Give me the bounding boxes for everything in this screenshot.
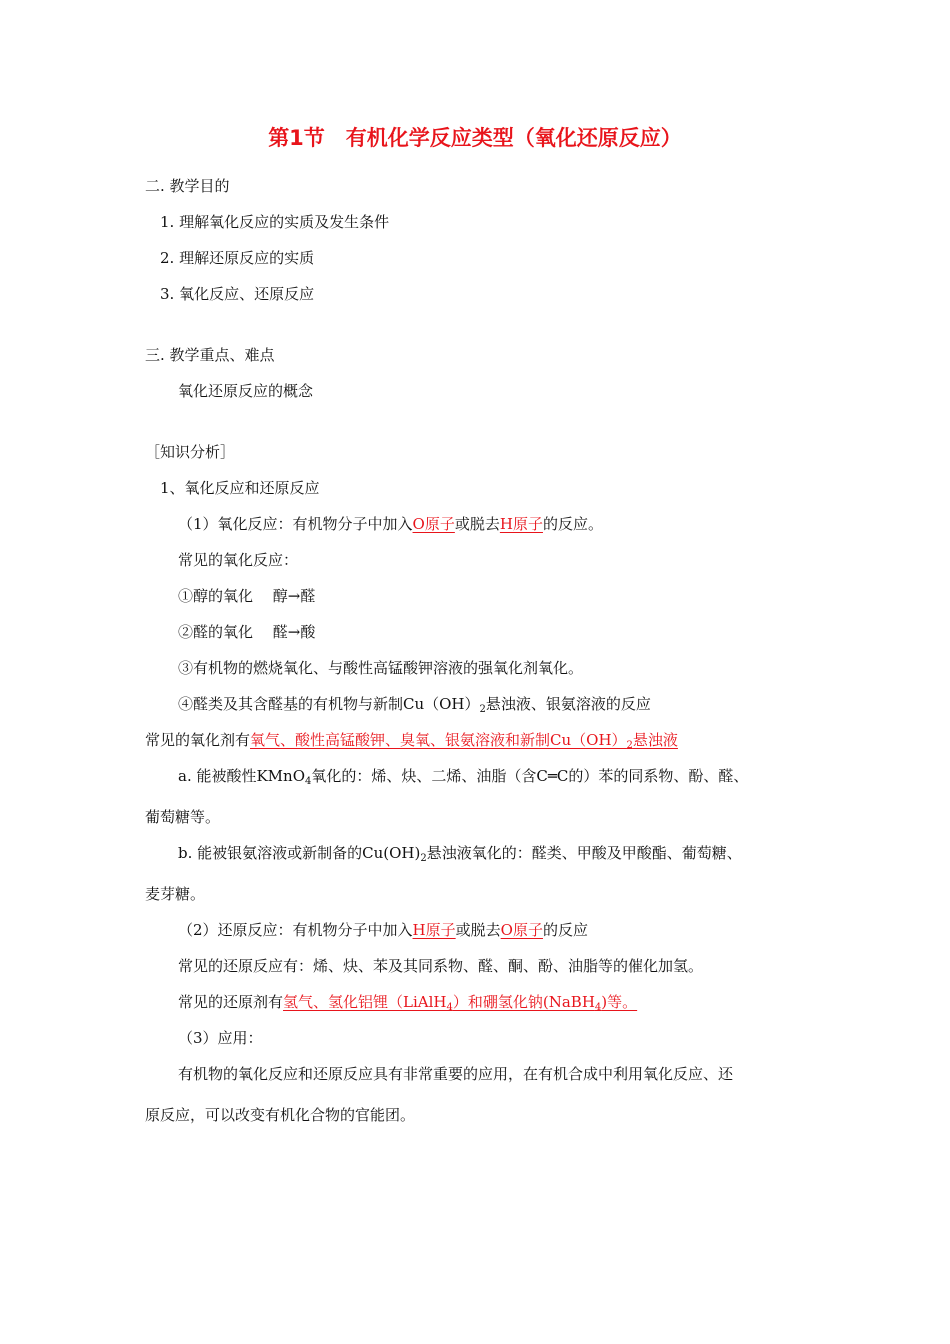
kmno4-text: a. 能被酸性KMnO [178,767,306,785]
analysis-heading: ［知识分析］ [145,443,236,461]
silver-ammonia-oxidizable [178,843,742,869]
silver-ammonia-text: b. 能被银氨溶液或新制备的Cu(OH) [178,844,421,862]
keyword-o-atom: O原子 [412,515,455,533]
page-title: 第1节 有机化学反应类型（氧化还原反应） [268,126,682,150]
subheading-redox: 1、氧化反应和还原反应 [160,479,320,497]
oxidation-item-4 [178,694,651,720]
common-oxidants [145,730,678,756]
common-oxidants-label: 常见的氧化剂有 [145,731,251,749]
reduction-definition-text: （2）还原反应：有机物分子中加入 [178,921,413,939]
application-heading: （3）应用： [178,1029,263,1047]
application-text-2: 原反应，可以改变有机化合物的官能团。 [145,1106,416,1124]
silver-ammonia-oxidizable-cont: 麦芽糖。 [145,885,206,903]
silver-ammonia-text-end: 悬浊液氧化的：醛类、甲酸及甲酸酯、葡萄糖、 [426,844,742,862]
oxidation-item-2: ②醛的氧化 醛→酸 [178,623,316,641]
subscript: 2 [479,704,486,715]
keyword-h-atom: H原子 [499,515,543,533]
keyword-o-atom: O原子 [500,921,543,939]
reductants-list [283,993,637,1011]
subscript: 4 [446,1002,453,1013]
kmno4-oxidizable-cont: 葡萄糖等。 [145,808,221,826]
oxidation-definition-end: 的反应。 [542,515,603,533]
kmno4-text-end: 氧化的：烯、炔、二烯、油脂（含C═C的）苯的同系物、酚、醛、 [311,767,749,785]
oxidation-item-4-end: 悬浊液、银氨溶液的反应 [485,695,651,713]
objective-item-3: 3. 氧化反应、还原反应 [160,285,315,303]
objective-item-1: 1. 理解氧化反应的实质及发生条件 [160,213,390,231]
subscript: 2 [420,853,427,864]
section-heading-objectives: 二. 教学目的 [145,177,230,195]
oxidation-definition-mid: 或脱去 [454,515,500,533]
oxidants-text-end: 悬浊液 [632,731,678,749]
oxidants-text: 氧气、酸性高锰酸钾、臭氧、银氨溶液和新制Cu（OH） [250,731,627,749]
section-heading-keypoints: 三. 教学重点、难点 [145,346,275,364]
common-reductants [178,992,637,1018]
keyword-h-atom: H原子 [412,921,456,939]
keypoints-content: 氧化还原反应的概念 [178,382,314,400]
oxidation-item-1: ①醇的氧化 醇→醛 [178,587,316,605]
subscript: 4 [594,1002,602,1013]
reductants-text: 氢气、氢化铝锂（LiAlH [283,993,447,1011]
oxidation-item-4-text: ④醛类及其含醛基的有机物与新制Cu（OH） [178,695,480,713]
application-text-1: 有机物的氧化反应和还原反应具有非常重要的应用，在有机合成中利用氧化反应、还 [178,1065,734,1083]
oxidants-list [250,731,678,749]
oxidation-item-3: ③有机物的燃烧氧化、与酸性高锰酸钾溶液的强氧化剂氧化。 [178,659,584,677]
reduction-definition-mid: 或脱去 [455,921,501,939]
subscript: 4 [305,776,312,787]
common-reductants-label: 常见的还原剂有 [178,993,284,1011]
oxidation-definition [178,514,603,534]
reductants-text-mid: ）和硼氢化钠(NaBH [452,993,595,1011]
reductants-text-end: )等。 [601,993,638,1011]
common-reductions: 常见的还原反应有：烯、炔、苯及其同系物、醛、酮、酚、油脂等的催化加氢。 [178,957,704,975]
reduction-definition-end: 的反应 [542,921,588,939]
kmno4-oxidizable [178,766,748,792]
subscript: 2 [626,740,633,751]
objective-item-2: 2. 理解还原反应的实质 [160,249,315,267]
oxidation-definition-text: （1）氧化反应：有机物分子中加入 [178,515,413,533]
reduction-definition [178,920,588,940]
common-oxidation-label: 常见的氧化反应： [178,551,299,569]
